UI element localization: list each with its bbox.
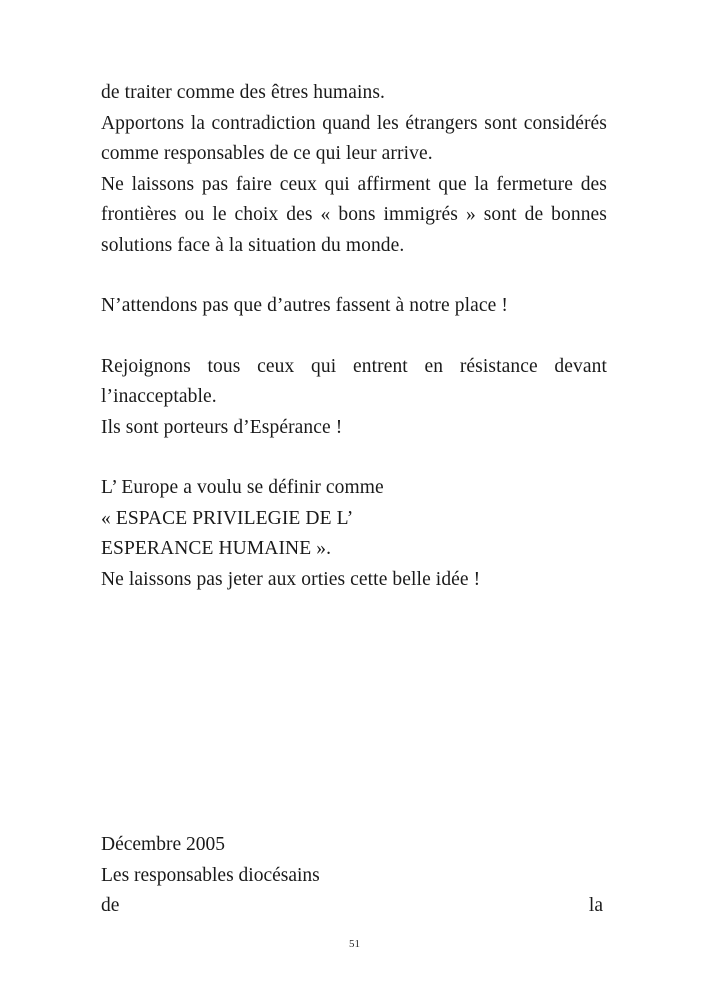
paragraph-spacer — [101, 443, 607, 473]
paragraph-esperance-humaine: ESPERANCE HUMAINE ». — [101, 538, 332, 559]
paragraph-spacer — [101, 322, 607, 352]
closing-block — [101, 830, 607, 922]
paragraph-rejoignons: Rejoignons tous ceux qui entrent en résistance devant l’inacceptable. — [101, 355, 607, 407]
paragraph-europe-definir: L’ Europe a voulu se définir comme — [101, 477, 384, 498]
paragraph-apportons: Apportons la contradiction quand les étrangers sont considérés comme responsables de ce qui leur arrive. — [101, 112, 607, 164]
paragraph-porteurs-esperance: Ils sont porteurs d’Espérance ! — [101, 416, 343, 438]
closing-signatory-de: de — [101, 895, 120, 916]
paragraph-espace-privilegie: « ESPACE PRIVILEGIE DE L’ — [101, 507, 354, 529]
paragraph-ne-laissons-pas-faire: Ne laissons pas faire ceux qui affirment que la fermeture des frontières ou le choix des « bons immigrés » sont de bonnes solutions face à la situation du monde. — [101, 173, 607, 256]
paragraph-nattendons-pas: N’attendons pas que d’autres fassent à notre place ! — [101, 295, 508, 316]
closing-signatory-second-line — [101, 891, 607, 922]
closing-date: Décembre 2005 — [101, 834, 225, 855]
paragraph-belle-idee: Ne laissons pas jeter aux orties cette belle idée ! — [101, 568, 481, 590]
closing-signatory-la: la — [588, 895, 603, 916]
closing-signatory: Les responsables diocésains — [101, 864, 320, 886]
paragraph-spacer — [101, 261, 607, 291]
paragraph-continuation: de traiter comme des êtres humains. — [101, 82, 385, 103]
document-body — [101, 78, 607, 595]
page-number: 51 — [349, 938, 360, 950]
